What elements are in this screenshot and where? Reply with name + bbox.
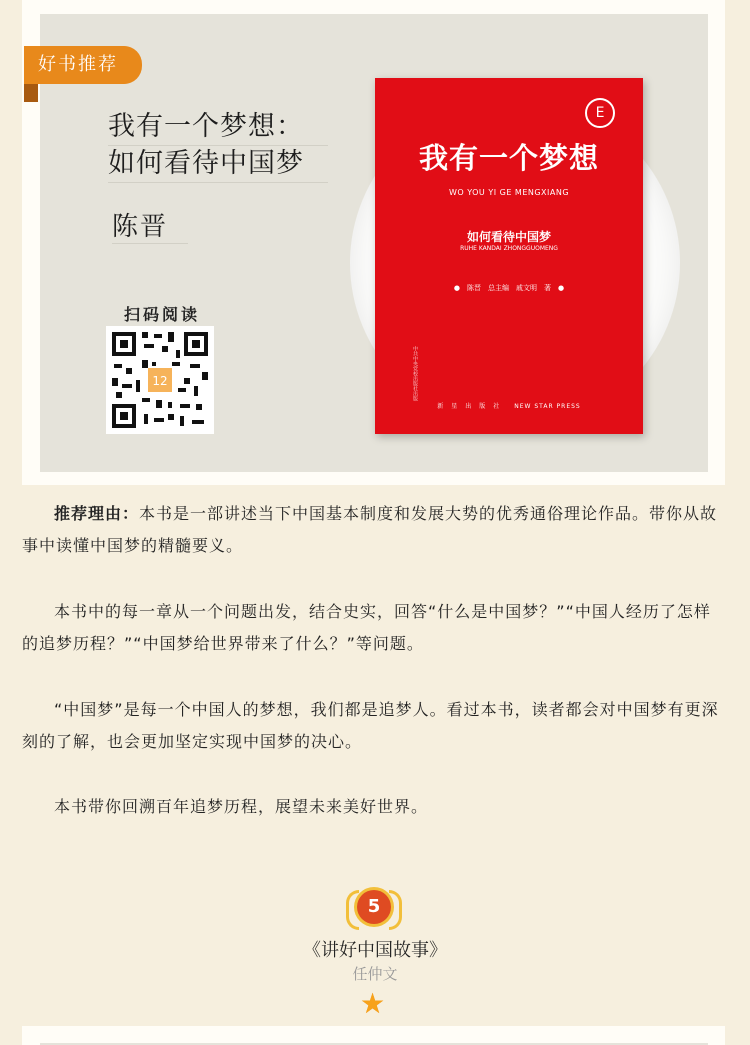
- qr-center-logo: 12: [152, 374, 168, 388]
- cover-subtitle: 如何看待中国梦: [466, 230, 551, 244]
- qr-code-icon: [106, 326, 214, 434]
- paragraph-4: [22, 791, 726, 823]
- next-book-author: 任仲文: [352, 965, 398, 983]
- cover-publisher: 新 星 出 版 社 NEW STAR PRESS: [437, 403, 581, 410]
- rank-number: 5: [357, 890, 391, 924]
- paragraph-2-text: 本书中的每一章从一个问题出发，结合史实，回答“什么是中国梦？”“中国人经历了怎样的追梦历程？”“中国梦给世界带来了什么？”等问题。: [22, 602, 711, 653]
- badge-ribbon-tail: [24, 84, 38, 102]
- publisher-logo-icon: E: [585, 98, 615, 128]
- paragraph-3-text: “中国梦”是每一个中国人的梦想，我们都是追梦人。看过本书，读者都会对中国梦有更深刻的了解，也会更加坚定实现中国梦的决心。: [22, 700, 719, 751]
- reason-label: 推荐理由：: [54, 504, 140, 523]
- cover-subtitle-pinyin: RUHE KANDAI ZHONGGUOMENG: [460, 245, 558, 252]
- cover-authors: ● 陈晋 总主编 戚文明 著 ●: [453, 284, 565, 292]
- cover-title: 我有一个梦想: [418, 141, 599, 175]
- book-author: 陈晋: [112, 206, 188, 244]
- paragraph-4-text: 本书带你回溯百年追梦历程，展望未来美好世界。: [54, 797, 429, 816]
- paragraph-3: [22, 694, 726, 758]
- reason-body: 本书是一部讲述当下中国基本制度和发展大势的优秀通俗理论作品。带你从故事中读懂中国梦的精髓要义。: [22, 504, 718, 555]
- paragraph-2: [22, 596, 726, 660]
- book-title: [108, 110, 328, 184]
- next-book-title[interactable]: 《讲好中国故事》: [303, 940, 447, 961]
- cover-pinyin: WO YOU YI GE MENGXIANG: [448, 188, 570, 197]
- recommend-badge: 好书推荐: [24, 46, 142, 84]
- rank-medal: [346, 888, 402, 928]
- paragraph-recommend-reason: [22, 498, 726, 562]
- cover-vertical-text: 中共中央党校出版社出版: [412, 346, 418, 401]
- qr-code[interactable]: [106, 326, 214, 434]
- book-title-line-2: 如何看待中国梦: [108, 147, 328, 183]
- book-title-line-1: 我有一个梦想：: [108, 110, 328, 146]
- star-icon: ★: [360, 987, 386, 1020]
- book-cover[interactable]: [375, 78, 643, 434]
- scan-label: 扫码阅读: [124, 305, 201, 324]
- laurel-right-icon: [389, 890, 402, 930]
